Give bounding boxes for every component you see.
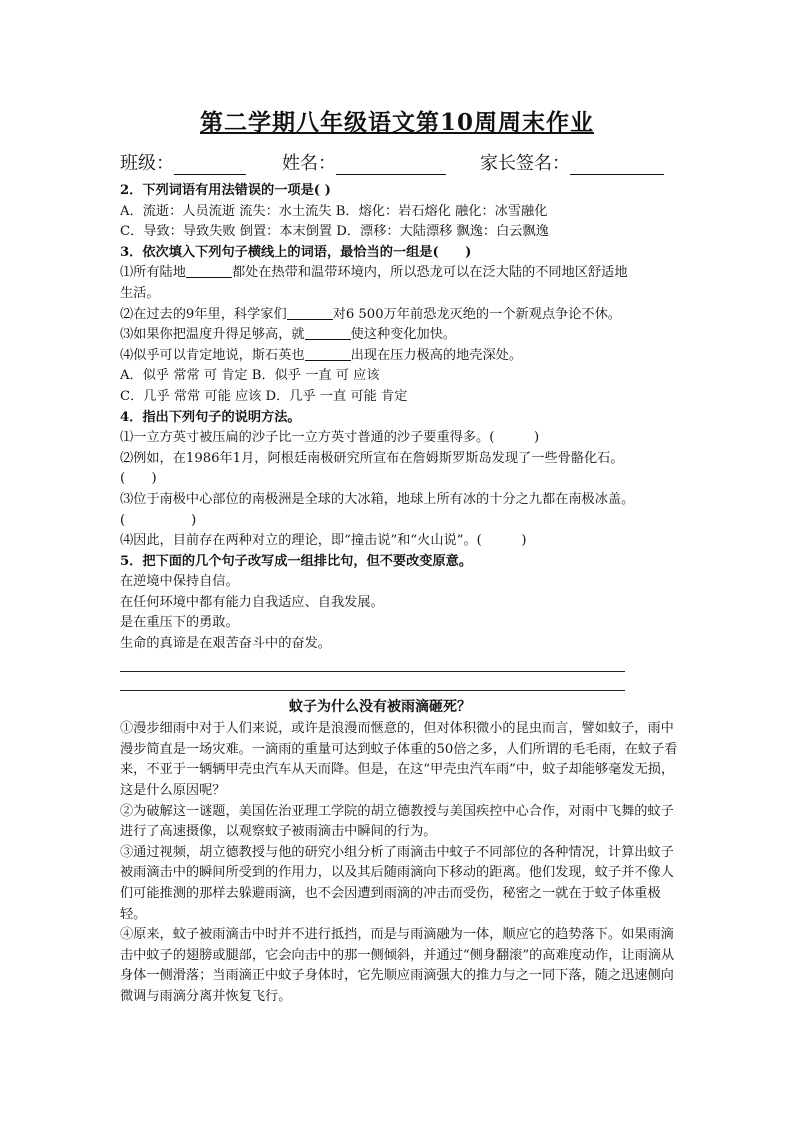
question-3-options-cd: C．几乎 常常 可能 应该 D．几乎 一直 可能 肯定 xyxy=(120,388,408,404)
worksheet-content xyxy=(120,181,680,1008)
question-2-stem: 2．下列词语有用法错误的一项是( ) xyxy=(120,183,331,198)
sentence-text: 对6 500万年前恐龙灭绝的一个新观点争论不休。 xyxy=(332,306,621,322)
question-5-line-1: 在逆境中保持自信。 xyxy=(120,574,239,590)
sentence-text: ⑴所有陆地 xyxy=(120,265,186,281)
question-4-sentence-3-answer[interactable]: ( ) xyxy=(120,512,197,528)
parent-signature-field[interactable] xyxy=(480,149,664,175)
question-4-sentence-4: ⑷因此，目前存在两种对立的理论，即“撞击说”和“火山说”。( ) xyxy=(120,533,527,549)
question-4-stem: 4．指出下列句子的说明方法。 xyxy=(120,409,301,425)
question-3-sentence-4 xyxy=(120,346,680,367)
question-3-sentence-1 xyxy=(120,263,680,284)
fill-blank[interactable] xyxy=(305,325,351,340)
question-3-sentence-3 xyxy=(120,325,680,346)
answer-line-1[interactable] xyxy=(120,655,625,672)
question-4-sentence-1: ⑴一立方英寸被压扁的沙子比一立方英寸普通的沙子要重得多。( ) xyxy=(120,430,540,446)
question-3-stem: 3．依次填入下列句子横线上的词语，最恰当的一组是( ) xyxy=(120,244,472,260)
question-5-stem: 5．把下面的几个句子改写成一组排比句，但不要改变原意。 xyxy=(120,553,473,569)
essay-title: 蚊子为什么没有被雨滴砸死？ xyxy=(289,698,471,715)
class-field[interactable] xyxy=(120,149,246,175)
class-blank[interactable] xyxy=(174,154,246,175)
question-5-line-3: 是在重压下的勇敢。 xyxy=(120,615,239,631)
essay-paragraph-4: ④原来，蚊子被雨滴击中时并不进行抵挡，而是与雨滴融为一体，顺应它的趋势落下。如果雨滴击中蚊子的翅膀或腿部，它会向击中的那一侧倾斜，并通过“侧身翻滚”的高难度动作，让雨滴从身体一侧滑落；当雨滴正中蚊子身体时，它先顺应雨滴强大的推力与之一同下落，随之迅速侧向微调与雨滴分离并恢复飞行。 xyxy=(120,927,675,1004)
fill-blank[interactable] xyxy=(287,305,333,320)
sentence-text: 使这种变化加快。 xyxy=(350,327,457,343)
sentence-text: 出现在压力极高的地壳深处。 xyxy=(350,347,523,363)
question-3-sentence-2 xyxy=(120,305,680,326)
question-3-options-ab: A．似乎 常常 可 肯定 B．似乎 一直 可 应该 xyxy=(120,368,380,384)
name-blank[interactable] xyxy=(336,154,446,175)
sentence-text: 都处在热带和温带环境内，所以恐龙可以在泛大陆的不同地区舒适地 xyxy=(231,265,628,281)
parent-signature-blank[interactable] xyxy=(570,154,664,175)
student-info-row xyxy=(120,149,680,175)
answer-line-2[interactable] xyxy=(120,674,625,691)
fill-blank[interactable] xyxy=(186,263,232,278)
sentence-text: ⑶如果你把温度升得足够高，就 xyxy=(120,327,305,343)
question-5-line-4: 生命的真谛是在艰苦奋斗中的奋发。 xyxy=(120,636,331,652)
question-4-sentence-3: ⑶位于南极中心部位的南极洲是全球的大冰箱，地球上所有冰的十分之九都在南极冰盖。 xyxy=(120,491,635,507)
class-label: 班级： xyxy=(120,153,174,174)
essay-paragraph-3: ③通过视频，胡立德教授与他的研究小组分析了雨滴击中蚊子不同部位的各种情况，计算出蚊子被雨滴击中的瞬间所受到的作用力，以及其后随雨滴向下移动的距离。他们发现，蚊子并不像人们可能推测的那样去躲避雨滴，也不会因遭到雨滴的冲击而受伤，秘密之一就在于蚊子体重极轻。 xyxy=(120,844,674,922)
question-4-sentence-2-answer[interactable]: ( ) xyxy=(120,471,157,487)
page-title: 第二学期八年级语文第10周周末作业 xyxy=(199,109,594,136)
fill-blank[interactable] xyxy=(305,346,351,361)
question-2-options-ab: A．流逝：人员流逝 流失：水土流失 B．熔化：岩石熔化 融化：冰雪融化 xyxy=(120,203,548,219)
question-5-line-2: 在任何环境中都有能力自我适应、自我发展。 xyxy=(120,594,384,610)
sentence-text: ⑵在过去的9年里，科学家们 xyxy=(120,306,287,322)
question-2-options-cd: C．导致：导致失败 倒置：本末倒置 D．漂移：大陆漂移 飘逸：白云飘逸 xyxy=(120,224,549,240)
name-label: 姓名： xyxy=(282,153,336,174)
parent-signature-label: 家长签名： xyxy=(480,153,570,174)
question-4-sentence-2: ⑵例如，在1986年1月，阿根廷南极研究所宣布在詹姆斯罗斯岛发现了一些骨骼化石。 xyxy=(120,450,624,466)
essay-paragraph-1: ①漫步细雨中对于人们来说，或许是浪漫而惬意的，但对体积微小的昆虫而言，譬如蚊子，雨中漫步简直是一场灾难。一滴雨的重量可达到蚊子体重的50倍之多，人们所谓的毛毛雨，在蚊子看来，不亚于一辆辆甲壳虫汽车从天而降。但是，在这“甲壳虫汽车雨”中，蚊子却能够毫发无损，这是什么原因呢？ xyxy=(120,721,678,799)
essay-paragraph-2: ②为破解这一谜题，美国佐治亚理工学院的胡立德教授与美国疾控中心合作，对雨中飞舞的蚊子进行了高速摄像，以观察蚊子被雨滴击中瞬间的行为。 xyxy=(120,803,674,840)
question-3-sentence-1-cont: 生活。 xyxy=(120,285,160,301)
sentence-text: ⑷似乎可以肯定地说，斯石英也 xyxy=(120,347,305,363)
name-field[interactable] xyxy=(282,149,446,175)
